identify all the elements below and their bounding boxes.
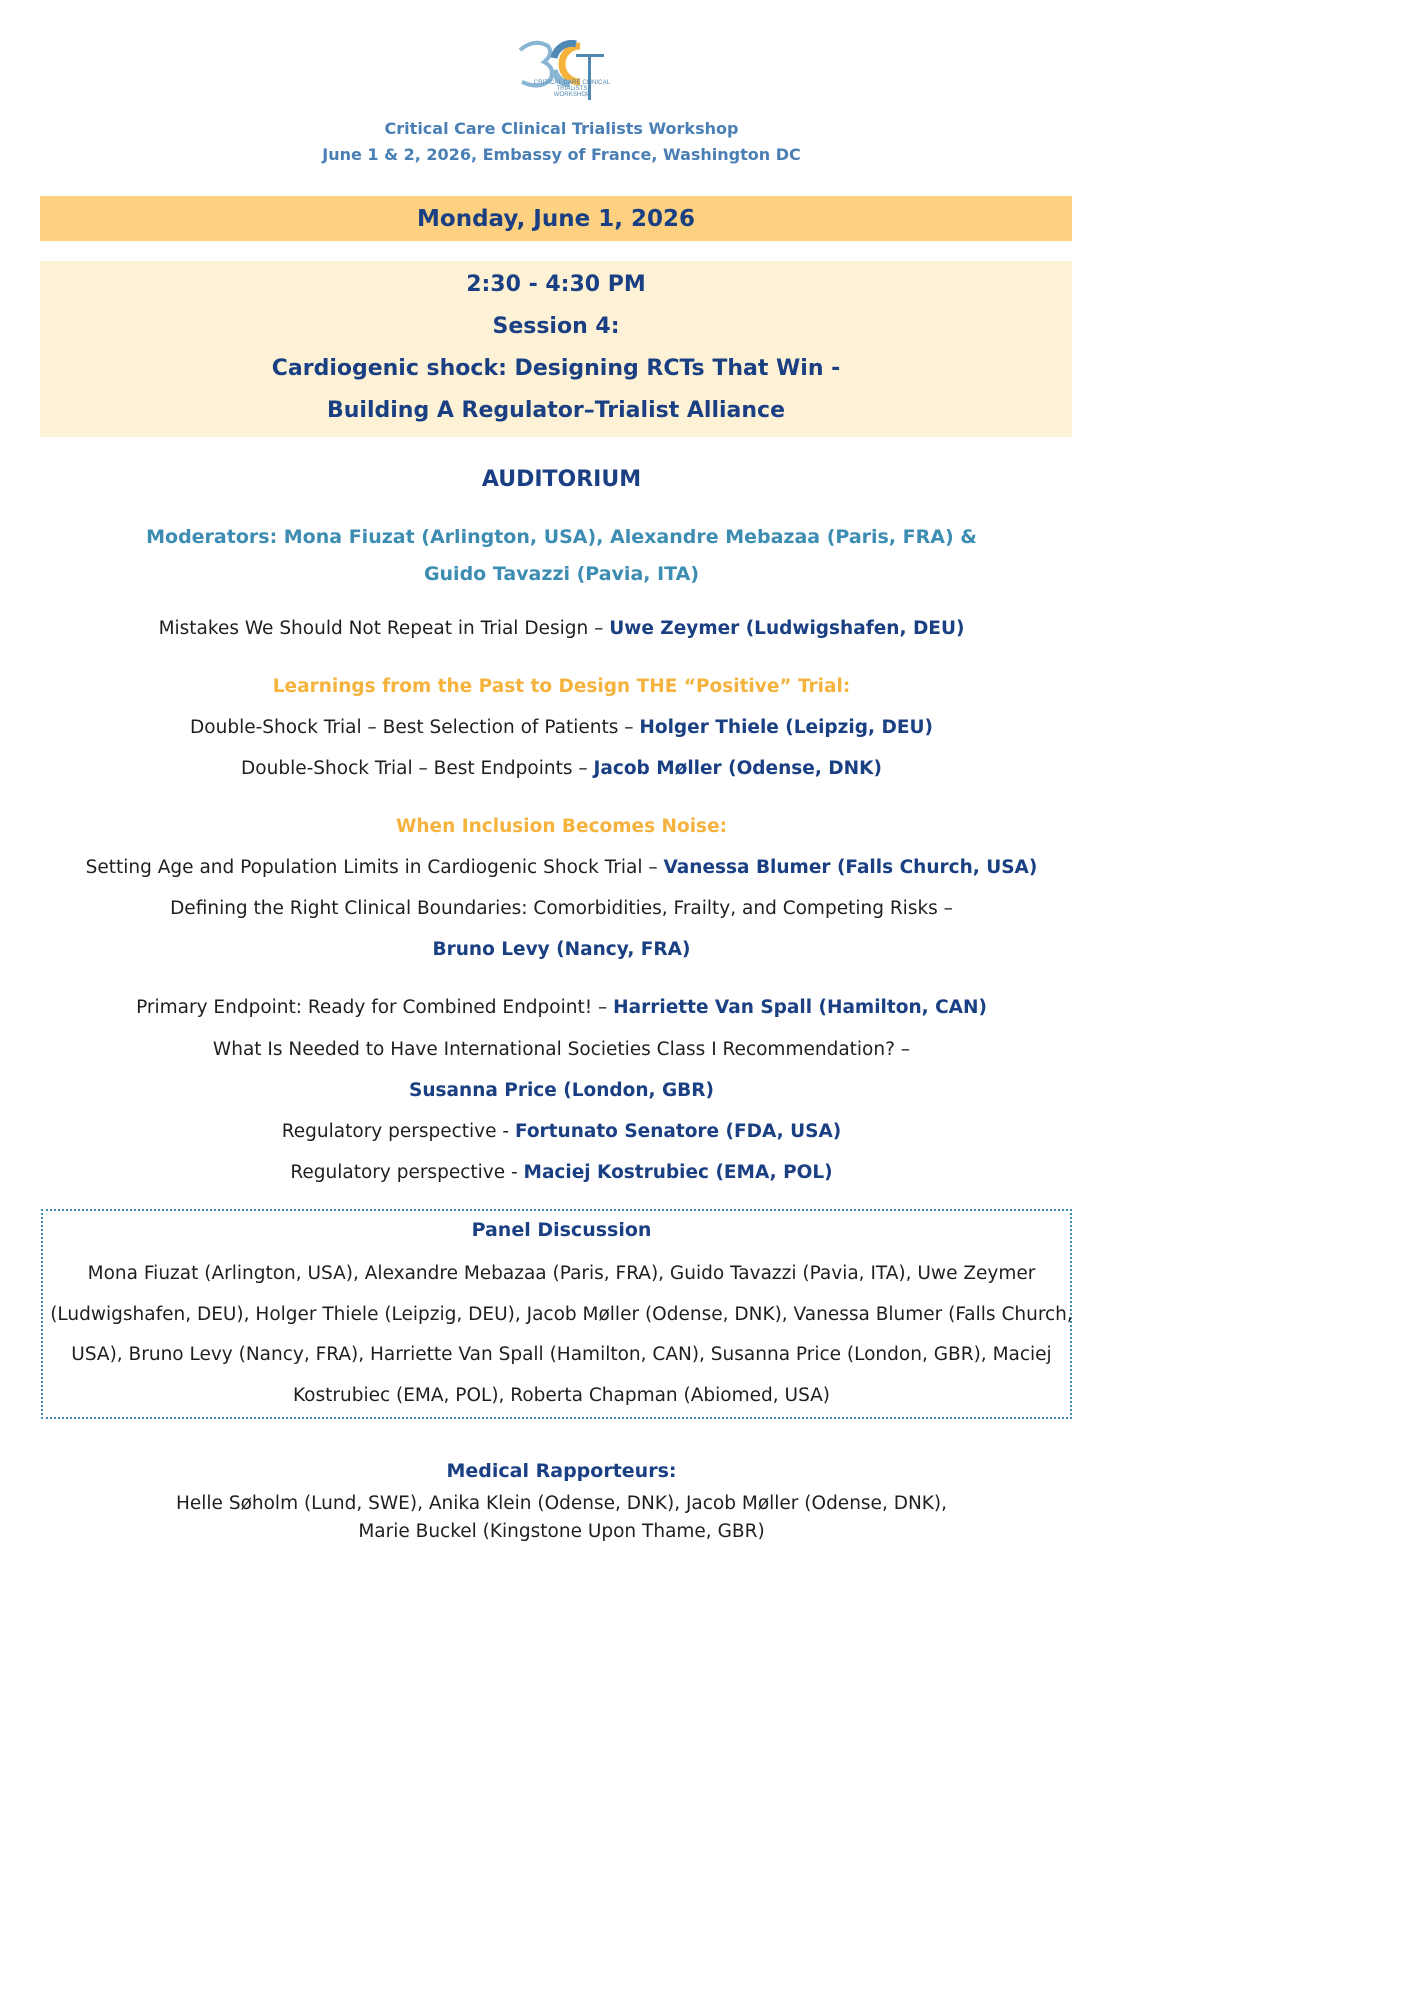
day-banner: [40, 196, 1072, 241]
talk-speaker: Uwe Zeymer (Ludwigshafen, DEU): [609, 618, 965, 639]
talk-9: [0, 1162, 1123, 1183]
rapporteurs-line2: Marie Buckel (Kingstone Upon Thame, GBR): [358, 1521, 765, 1542]
talk-title: Primary Endpoint: Ready for Combined Endpoint! –: [136, 997, 614, 1018]
rapporteurs-list: [100, 1490, 1023, 1546]
talk-4: [0, 857, 1123, 878]
talk-5-title: Defining the Right Clinical Boundaries: Comorbidities, Frailty, and Competing Risks –: [170, 898, 953, 919]
panel-members: Mona Fiuzat (Arlington, USA), Alexandre Mebazaa (Paris, FRA), Guido Tavazzi (Pavia, ITA), Uwe Zeymer (Ludwigshafen, DEU), Holger Thiele (Leipzig, DEU), Jacob Møller (Odense, DNK), Vanessa Blumer (Falls Church, USA), Bruno Levy (Nancy, FRA), Harriette Van Spall (Hamilton, CAN), Susanna Price (London, GBR), Maciej Kostrubiec (EMA, POL), Roberta Chapman (Abiomed, USA): [50, 1263, 1073, 1406]
session-number: Session 4:: [492, 314, 620, 339]
session-box: [40, 261, 1072, 437]
room-label: AUDITORIUM: [481, 467, 642, 492]
talk-title: Regulatory perspective -: [281, 1121, 515, 1142]
talk-speaker: Jacob Møller (Odense, DNK): [593, 758, 882, 779]
section-heading-learnings: Learnings from the Past to Design THE “Positive” Trial:: [272, 676, 851, 697]
talk-speaker: Vanessa Blumer (Falls Church, USA): [663, 857, 1038, 878]
talk-speaker: Harriette Van Spall (Hamilton, CAN): [613, 997, 987, 1018]
talk-speaker: Maciej Kostrubiec (EMA, POL): [523, 1162, 833, 1183]
workshop-subtitle: June 1 & 2, 2026, Embassy of France, Washington DC: [322, 145, 801, 164]
talk-1: [0, 618, 1123, 639]
section-heading-inclusion: When Inclusion Becomes Noise:: [395, 816, 728, 837]
talk-speaker: Fortunato Senatore (FDA, USA): [514, 1121, 842, 1142]
talk-3: [0, 758, 1123, 779]
talk-title: Double-Shock Trial – Best Selection of Patients –: [190, 717, 640, 738]
talk-title: Regulatory perspective -: [290, 1162, 524, 1183]
talk-2: [0, 717, 1123, 738]
talk-7-speaker: Susanna Price (London, GBR): [409, 1080, 714, 1101]
panel-title: Panel Discussion: [471, 1219, 652, 1241]
talk-7-title: What Is Needed to Have International Societies Class I Recommendation? –: [212, 1039, 911, 1060]
logo-caption: CRITICAL CARE CLINICAL TRIALISTS WORKSHOP: [533, 80, 611, 98]
talk-title: Setting Age and Population Limits in Cardiogenic Shock Trial –: [85, 857, 664, 878]
talk-5-speaker: Bruno Levy (Nancy, FRA): [432, 939, 691, 960]
rapporteurs-title: Medical Rapporteurs:: [446, 1460, 677, 1482]
talk-title: Mistakes We Should Not Repeat in Trial Design –: [158, 618, 610, 639]
moderators-line2: Guido Tavazzi (Pavia, ITA): [423, 563, 700, 585]
session-time: 2:30 - 4:30 PM: [466, 272, 646, 297]
day-label: Monday, June 1, 2026: [417, 205, 695, 232]
talk-8: [0, 1121, 1123, 1142]
talk-6: [0, 997, 1123, 1018]
talk-title: Double-Shock Trial – Best Endpoints –: [241, 758, 594, 779]
session-title-line1: Cardiogenic shock: Designing RCTs That Win -: [271, 356, 841, 381]
session-title-line2: Building A Regulator–Trialist Alliance: [327, 398, 785, 423]
workshop-title: Critical Care Clinical Trialists Workshop: [384, 119, 739, 138]
talk-speaker: Holger Thiele (Leipzig, DEU): [639, 717, 933, 738]
moderators-line1: Moderators: Mona Fiuzat (Arlington, USA), Alexandre Mebazaa (Paris, FRA) &: [146, 526, 977, 548]
rapporteurs-line1: Helle Søholm (Lund, SWE), Anika Klein (Odense, DNK), Jacob Møller (Odense, DNK),: [175, 1493, 948, 1514]
